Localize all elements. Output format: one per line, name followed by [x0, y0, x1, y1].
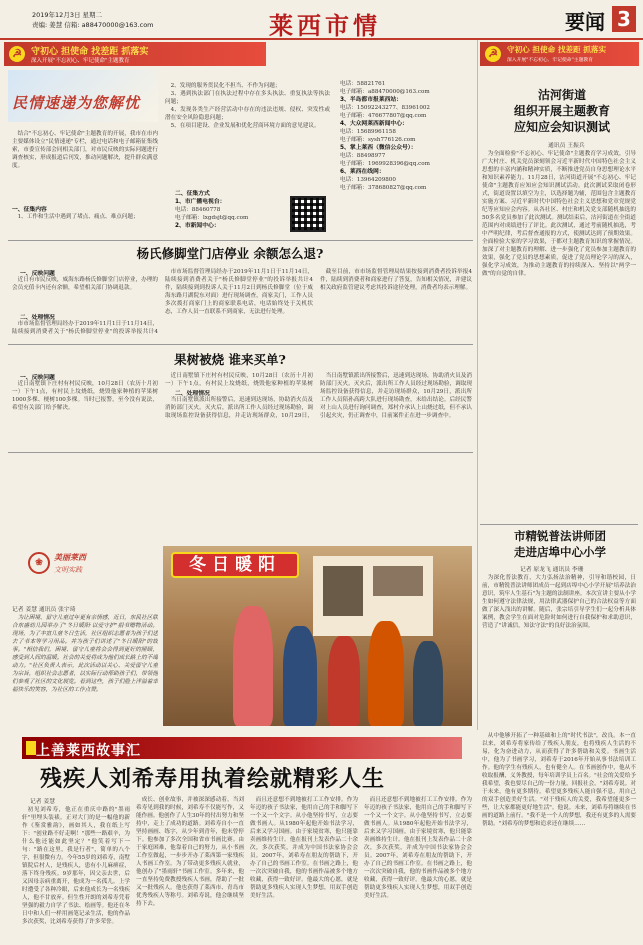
column-divider	[477, 40, 478, 730]
civilization-logo-icon: ❀	[28, 552, 50, 574]
bottom-col-3b: 而且还意想不到地被打工工作安排。作为年迈的孩子书法家，他用自己的手和脚写下一个又一个文字。从小他坚持书写，立志要做书画人。从1980年起他开始书法学习，后来又学习国画。由于家境贫寒，他只能靠卖画维持生计。他在报刊上发表作品二十余次，多次获奖，并成为中国书法家协会会员。2007年，刘希寿在朋友的帮助下，开办了自己的书画工作室。在书画之路上，他一次次突破自我，他的书画作品被多个地方收藏，获得一致好评。他最大的心愿，就是帮助更多残疾人实现人生梦想，用双手创造美好生活。	[364, 797, 472, 899]
story2-title: 果树被烧 谁来买单?	[174, 352, 286, 367]
notice-media-1: 1、市广播电视台： 电话：88460778 电子邮箱：lxgdsjt@qq.com	[175, 199, 249, 221]
notice-intro: 结合"不忘初心、牢记使命"主题教育的开展，我市在市内主要媒体设立"民情速递"专栏，通过电话和电子邮箱征集线索，市委宣传部会同相关部门，对市民反映的实际问题进行调查核实，形成报道后刊发，推动问题解决，提升群众满意度。	[12, 131, 158, 169]
story1-h1: 一、反映问题	[20, 271, 55, 277]
banner-subslogan: 深入开展"不忘初心、牢记使命"主题教育	[507, 58, 593, 63]
right-mid-title-1: 市精锐普法讲师团	[514, 529, 606, 543]
divider	[480, 524, 638, 525]
notice-media-2: 2、市新闻中心：	[175, 223, 220, 229]
qr-code	[290, 196, 326, 232]
story1-handling: 市市场监督管理局经办于2019年11月1日于11月14日，陆续接到消费者关于"杨氏修脚堂停业"的投诉举报共计4	[12, 321, 158, 335]
right-top-byline: 通讯员 王振兵	[548, 143, 585, 149]
photo-caption-banner: 冬日暖阳	[171, 552, 299, 578]
photo-person	[233, 606, 273, 726]
story2-handling-cont: 当日南墅镇派出所接警后，迅速到达现场，协助消火员及消防部门灭火。灭火后，派出所工作人员经过现场勘验，调取现场监控设备获得信息，并走访现场群众，10月29日，派出所工作人员陪孙高跨大队进行现场勘查，未给出结论。后经民警对上山人员进行询问调查，郑村介承认上山烧过纸，但不承认引起火灾，仍正调查中，目前案件正在进一步调查中。	[320, 373, 472, 419]
photo-exhibit-frame	[373, 566, 423, 596]
page-number: 3	[612, 6, 636, 32]
divider	[8, 452, 473, 453]
party-emblem-icon: ☭	[485, 46, 501, 62]
banner-slogan: 守初心 担使命 找差距 抓落实	[507, 45, 607, 54]
story-bar-label: 上善莱西故事汇	[36, 743, 141, 759]
bottom-col-2: 成长、创业故事，并被深深感动着。当刘希寿见到我的时候，刘希寿不仅能写作，又能作画。他创作了人生30年的付出努力和坚持中，走上了成功的道路。刘希寿自小一直坚持画画、练字，从少年到青年，他未曾停下。他参加了多次全国和省市书画比赛。由于家庭困难，他靠着自己的努力，从小书画工作室做起，一步步开办了莱西第一家残疾人书画工作室。为了带动更多残疾人就业，他创办了"墨雨轩"书画工作室。多年来，他一直坚持免费教授残疾人书画，帮助了一批又一批残疾人。他也获得了莱西市、青岛市优秀残疾人等称号。刘希寿说，他会继续坚持下去。	[136, 797, 244, 907]
story2-h2: 二、处理情况	[175, 391, 210, 397]
section-name: 要闻	[565, 10, 605, 34]
story2-h1: 一、反映问题	[20, 375, 55, 381]
photo-person	[328, 636, 360, 726]
issue-date: 2019年12月3日 星期二	[32, 11, 103, 19]
story2-problem: 近日南墅镇下庄村有村民反映，10月28日（农历十月初一）下午1点，有村民上坟烧纸，烧毁他家种植的苹果树1000多棵、梗树100多棵。当时已报警，至今没有说法，希望有关部门给予解决。	[12, 381, 158, 411]
notice-contacts: 电话：58821761 电子邮箱：a88470000@163.com 3、半岛都市报莱西站： 电话：15092243277、83961002 电子邮箱：476677807@qq.com 4、大众网莱西新闻中心： 电话：15689961158 电子邮箱：sysh776126.com 5、掌上莱西（微信公众号）： 电话：88498977 电子邮箱：1969928396@qq.com 6、莱西在线网： 电话：13964209800 电子邮箱：378680827@qq.com	[340, 81, 430, 191]
notice-title: 民情速递为您解忧	[12, 94, 141, 112]
right-top-title-2: 组织开展主题教育	[513, 104, 610, 118]
bottom-col-3: 而且还意想不到地被打工工作安排。作为年迈的孩子书法家，他用自己的手和脚写下一个又一个文字。从小他坚持书写，立志要做书画人。从1980年起他开始书法学习，后来又学习国画。由于家境贫寒，他只能靠卖画维持生计。他在报刊上发表作品二十余次，多次获奖，并成为中国书法家协会会员。2007年，刘希寿在朋友的帮助下，开办了自己的书画工作室。在书画之路上，他一次次突破自我，他的书画作品被多个地方收藏，获得一致好评。他最大的心愿，就是帮助更多残疾人实现人生梦想，用双手创造美好生活。	[250, 797, 358, 899]
notice-h2: 二、征集方式	[175, 191, 210, 197]
banner-subslogan: 深入开展"不忘初心、牢记使命"主题教育	[31, 58, 130, 64]
right-top-title-1: 沽河街道	[537, 88, 586, 102]
bottom-story-byline: 记者 姜慧	[30, 799, 56, 805]
logo-text-2: 文明实践	[54, 566, 82, 574]
bottom-story-title: 残疾人刘希寿用执着绘就精彩人生	[40, 766, 386, 792]
story1-handling-cont: 市市场监督管理局经办于2019年11月1日于11月14日，陆续接到消费者关于"杨氏修脚堂停业"的投诉举报共计4件，陆续接到到投诉人关于11月2日到杨氏修脚堂（位于威海东路月湖院东对面）进行现场调查，商家关门，工作人员多次拨打商家门上的商家联系电话，电话始终处于关机状态，工作人员一直联系不到商家，无法进行处理。	[165, 269, 313, 315]
story-bar-mark	[26, 741, 36, 755]
paper-name: 莱西市情	[269, 11, 381, 40]
notice-h1: 一、征集内容	[12, 207, 47, 213]
party-emblem-icon: ☭	[9, 46, 25, 62]
story1-result: 截至目前，市市场监督管理局结果按接到消费者投诉举报4件，陆续到消费者和商家进行了答复，告知相关情况，并建议相关政府监管建议考虑其投诉途径处理，消费者均表示理解。	[320, 269, 472, 291]
photo-exhibit-frame	[323, 566, 363, 616]
photo-person	[413, 641, 443, 726]
right-top-body: 为全面检验"不忘初心、牢记使命"主题教育学习成效，引导广大村庄、机关党员深刻领会习近平新时代中国特色社会主义思想的丰富内涵和精神实质，不断推进党员自身思想理论水平和知识素养能力。11月28日，沽河街道开展"不忘初心、牢记使命"主题教育应知应会知识测试活动。此次测试采取闭卷形式，街道设置以填空为主，以选择题为辅，范围包含主题教育实施方案、习近平新时代中国特色社会主义思想和党章党规党纪等应知应会内容。从各社区、村庄和机关党支部随机抽选的50多名党员参加了此次测试。测试结束后，沽河街道在全街道范围内对成绩进行了评比。此次测试，通过考前随机抽选，考中严明纪律，考后督查通报的方式，使测试达到了预期效果。全面检验大家的学习效果，于都对主题教育知识的掌握情况。加深了对主题教育的理解、进一步强化了党员参加主题教育的效果，强化了党员的思想素质，促进了党员理论学习的深入，强化学习成效，为推动主题教育的持续深入、坚持以"两学一做"的自觉的自律。	[482, 151, 636, 277]
slogan-banner-left	[4, 42, 266, 66]
story2-problem-cont: 近日南墅镇下庄村有村民反映，10月28日（农历十月初一）下午1点，有村民上坟烧纸，烧毁他家种植的苹果树	[165, 373, 313, 386]
photo-person	[283, 626, 317, 726]
photo-story-body: 为让困境、留守儿童过年更有亲情感，近日，东民社区联合东盛幼儿园举办了"冬日暖阳·以爱守护"捐书赠物活动。现场，为了丰富儿童冬日生活，社区组织志愿者为孩子们送去了书本等学习用品。并为孩子们讲述了"冬日暖阳"的故事。"相信我们，困境、留守儿童将会会得到更好的照顾，感受到人间的温暖。社会的关爱将成为他们成长路上的不竭动力。"社区负责人表示，此次活动以关心、关爱留守儿童为宗旨，组织社会志愿者，以实际行动帮助孩子们，带领他们参观了社区的文化展览。看到这些，孩子们脸上洋溢着幸福快乐的笑容，为社区的工作点赞。	[12, 615, 158, 693]
story1-title: 杨氏修脚堂门店停业 余额怎么退?	[136, 246, 324, 261]
bottom-col-4: 从中他够开拓了一种基础和上的"时代书法"，改良。本一直以来，刘希寿将家传给了残疾人朋友，也将残疾人生活的不易，化为奋进动力，从而获得了许多帮助和关爱。书画生活中，他为了书画学习，刘希寿于2016年开始从事书法培训工作。他的学生有残疾人，也有健全人。在书画创作中，他从不收取报酬，义务教授，每年培训学员上百名。"社会的关爱给予我希望，我也要尽自己的一份力量，回报社会。"刘希寿说。对于未来，他有更多期待，希望更多残疾人能自强不息，用自己的双手创造美好生活。"对于残疾人的关爱，我希望能更多一些，让大家都能更好地生活"。他说。未来，刘希寿将继续在书画的道路上前行。"我不是一个人的梦想，我还有更多的人需要帮助。"刘希寿的梦想和追求还在继续……	[482, 733, 636, 827]
bottom-col-1: 初见刘希寿，他正在重庆中路的"墨雨轩"里埋头装裱。正对大门的是一幅他的新作《鉴赏雅韵》，画如其人，我在纸上写下："创业路不好走啊！"那些一路艰辛，为什么他还能如此坚定？"他笑着写下一句："路在这里，我是行者"，简单的八个字，但很微有力。今年55岁的刘希寿，南墅镇院后村人，是残疾人，患有小儿麻痹症，落下终身残疾。9岁那年，因父亲去世，后又因母亲病重离开，他成为一名孤儿。上学时遭受了各种冷眼，后来他成长为一名残疾人，他不甘放弃。但生性开朗的刘希寿凭着坚强的毅力自学了书法、绘画等。他还在冬日中和人们一样用画笔记录生活，他的作品多次获奖，比刘希寿获得了许多荣誉。	[22, 807, 130, 925]
logo-text-1: 美丽莱西	[54, 552, 86, 562]
story2-handling: 当日南墅镇派出所接警后，迅速到达现场，协助消火员及消防部门灭火。灭火后，派出所工作人员经过现场勘验，调取现场监控设备获得信息，并走访现场群众，10月29日，	[165, 397, 313, 419]
right-mid-title-2: 走进店埠中心小学	[514, 545, 606, 559]
banner-slogan: 守初心 担使命 找差距 抓落实	[31, 47, 149, 57]
photo-story-byline: 记者 姜慧 通讯员 张宇琦	[12, 607, 76, 613]
notice-c1: 1、工作和生活中遇到了堵点、痛点、难点问题；	[17, 214, 139, 220]
right-mid-byline: 记者 原龙飞 通讯员 李珊	[520, 567, 584, 573]
slogan-banner-right	[480, 42, 639, 66]
photo-person	[368, 621, 404, 726]
divider	[8, 240, 473, 241]
story1-problem: 近日有市民反映，威海东路杨氏修脚堂门店停业，办理的会员充值卡内还有余额，希望相关部门协调退款。	[12, 277, 158, 291]
editor-line: 责编: 姜慧 信箱: a88470000@163.com	[32, 21, 154, 29]
right-mid-body: 为深化普法教育，大力弘扬法治精神，引导和谐校园，日前，市精锐普法讲师团成员一起到店埠中心小学开展"培养法治意识，筑牢人生基石"为主题的法制讲座。本次宣讲主要从小学生如何遵守法律法规，用法律武器保护自己的合法权益等方面做了深入浅出的讲解。随后，张宗培引导学生们一起分析具体案例，教会学生在面对危险时如何进行自我保护和求助意识，营造了"讲诚信，知法守法"的良好法治氛围。	[482, 575, 636, 629]
divider	[8, 344, 473, 345]
news-photo	[163, 546, 472, 726]
story1-h2: 二、处理情况	[20, 315, 55, 321]
right-top-title-3: 应知应会知识测试	[513, 120, 610, 134]
notice-items: 2、发现的服务贯民化不担当、不作为问题； 3、遇到执法部门在执法过程中存在多头执法、重复执法等执法问题； 4、发现各类生产经营活动中存在的违法违规、侵权、突发性或潜在安全风险隐患问题； 5、在项目建设、企业发展和优化营商环境方面的意见建议。	[165, 83, 330, 129]
